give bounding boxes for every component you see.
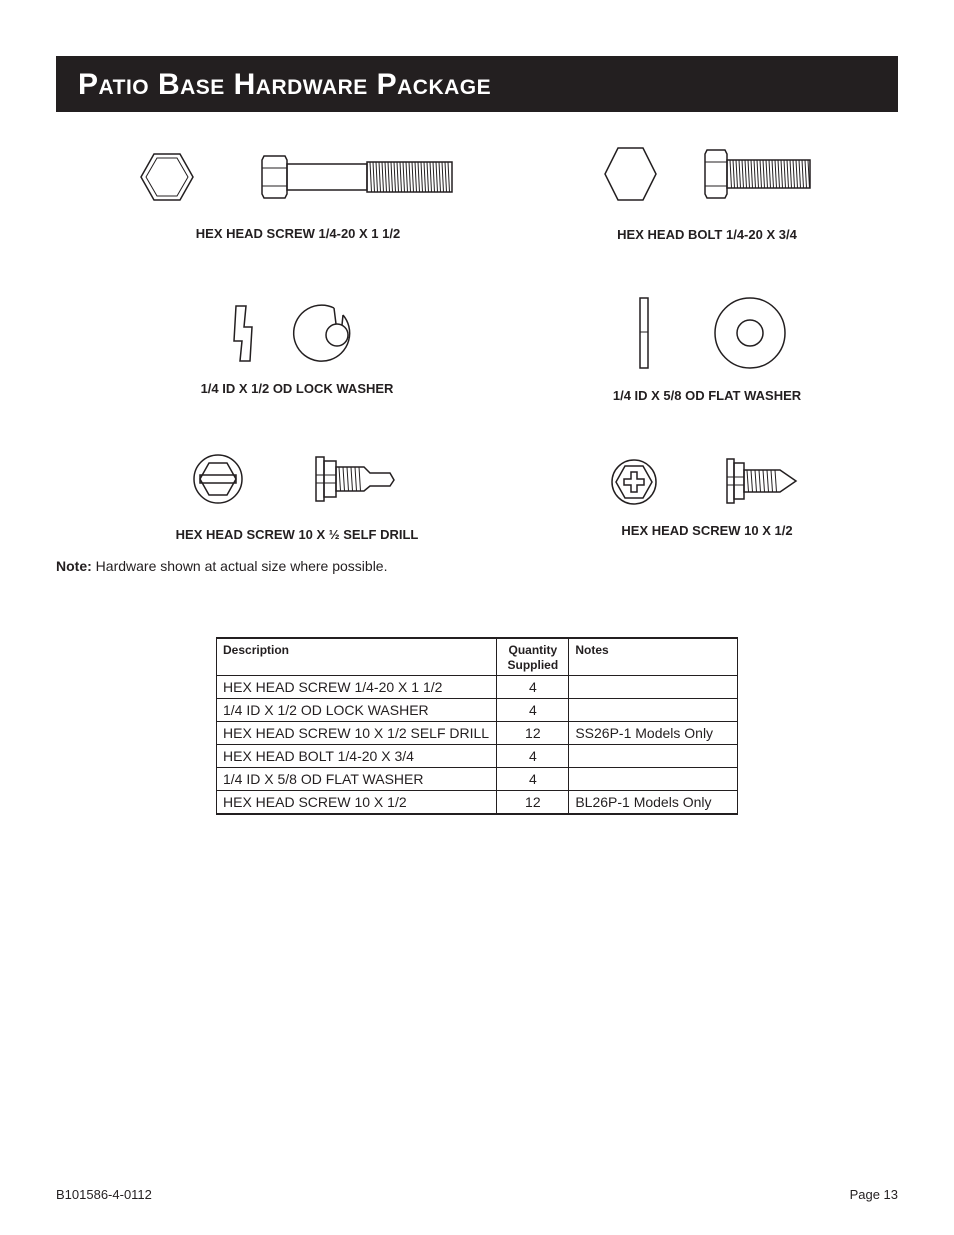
cell-description: 1/4 ID X 1/2 OD LOCK WASHER bbox=[217, 698, 497, 721]
table-row bbox=[217, 744, 738, 767]
cell-description: HEX HEAD SCREW 10 X 1/2 SELF DRILL bbox=[217, 721, 497, 744]
table-row bbox=[217, 675, 738, 698]
page-title: Patio Base Hardware Package bbox=[78, 68, 492, 101]
table-row bbox=[217, 767, 738, 790]
hex-head-screw-1-4-20-icon bbox=[140, 150, 460, 206]
cell-quantity: 4 bbox=[497, 767, 569, 790]
hex-head-bolt-1-4-20-icon bbox=[603, 146, 818, 206]
cell-description: HEX HEAD SCREW 10 X 1/2 bbox=[217, 790, 497, 814]
header-notes: Notes bbox=[569, 638, 738, 675]
cell-quantity: 12 bbox=[497, 721, 569, 744]
caption-hex-head-screw-10: HEX HEAD SCREW 10 X 1/2 bbox=[621, 523, 793, 538]
cell-notes bbox=[569, 675, 738, 698]
caption-self-drill-screw: HEX HEAD SCREW 10 X ½ SELF DRILL bbox=[175, 527, 419, 542]
table-row bbox=[217, 698, 738, 721]
cell-notes bbox=[569, 744, 738, 767]
caption-flat-washer: 1/4 ID X 5/8 OD FLAT WASHER bbox=[612, 388, 802, 403]
hex-head-screw-10-icon bbox=[610, 457, 800, 507]
title-bar bbox=[56, 56, 898, 112]
lock-washer-icon bbox=[230, 303, 370, 365]
cell-description: HEX HEAD BOLT 1/4-20 X 3/4 bbox=[217, 744, 497, 767]
flat-washer-icon bbox=[636, 296, 791, 372]
self-drill-screw-icon bbox=[194, 453, 404, 505]
cell-description: HEX HEAD SCREW 1/4-20 X 1 1/2 bbox=[217, 675, 497, 698]
note-text: Hardware shown at actual size where possible. bbox=[95, 558, 388, 574]
table-header-row bbox=[217, 638, 738, 675]
note bbox=[56, 558, 387, 574]
cell-notes bbox=[569, 767, 738, 790]
header-quantity-line1: Quantity bbox=[508, 643, 558, 657]
cell-quantity: 4 bbox=[497, 675, 569, 698]
note-label: Note: bbox=[56, 558, 92, 574]
header-quantity-line2: Supplied bbox=[507, 658, 559, 672]
cell-notes bbox=[569, 698, 738, 721]
caption-hex-head-bolt-1-4-20: HEX HEAD BOLT 1/4-20 X 3/4 bbox=[617, 227, 797, 242]
table-row bbox=[217, 790, 738, 814]
cell-description: 1/4 ID X 5/8 OD FLAT WASHER bbox=[217, 767, 497, 790]
cell-notes: SS26P-1 Models Only bbox=[569, 721, 738, 744]
cell-quantity: 4 bbox=[497, 744, 569, 767]
cell-quantity: 4 bbox=[497, 698, 569, 721]
table-row bbox=[217, 721, 738, 744]
cell-notes: BL26P-1 Models Only bbox=[569, 790, 738, 814]
doc-number: B101586-4-0112 bbox=[56, 1187, 152, 1202]
page-number: Page 13 bbox=[849, 1187, 898, 1202]
caption-hex-head-screw-1-4-20: HEX HEAD SCREW 1/4-20 X 1 1/2 bbox=[195, 226, 401, 241]
header-quantity bbox=[497, 638, 569, 675]
caption-lock-washer: 1/4 ID X 1/2 OD LOCK WASHER bbox=[200, 381, 394, 396]
cell-quantity: 12 bbox=[497, 790, 569, 814]
header-description: Description bbox=[217, 638, 497, 675]
hardware-table bbox=[216, 637, 738, 815]
